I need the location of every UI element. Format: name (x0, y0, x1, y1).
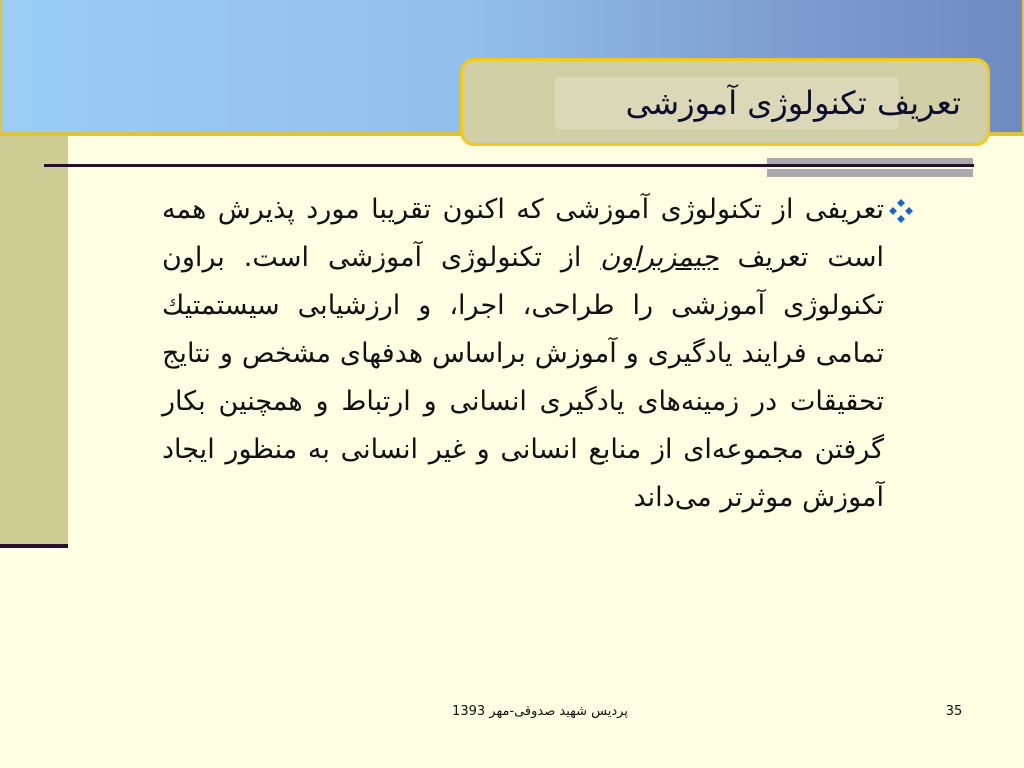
body-text-part-1: تعریفی از تکنولوژی آموزشی که اکنون تقریبا مورد پذیرش همه است تعریف (162, 194, 884, 273)
side-bar (0, 136, 68, 544)
diamond-bullet-icon (886, 198, 916, 226)
footer-text: پردیس شهید صدوقی-مهر 1393 (452, 704, 628, 719)
james-brown-link[interactable]: جیمزبراون (600, 242, 719, 273)
divider-gray-bar-bottom (767, 169, 973, 177)
side-divider-line (0, 544, 68, 548)
body-paragraph (162, 186, 884, 522)
title-box (460, 58, 990, 146)
divider-line (44, 164, 974, 167)
slide-title: تعریف تکنولوژی آموزشی (625, 84, 961, 122)
divider-gray-bar-top (767, 158, 973, 164)
page-number: 35 (945, 704, 963, 719)
body-text-part-2: از تکنولوژی آموزشی است. براون تکنولوژی آموزشی را طراحی، اجرا، و ارزشیابی سیستمتیك تمامی فرایند یادگیری و آموزش براساس هدفهای مشخص و نتایج تحقیقات در زمینه‌های یادگیری انسانی و ارتباط و همچنین بکار گرفتن مجموعه‌ای از منابع انسانی و غیر انسانی به منظور ایجاد آموزش موثرتر می‌داند (162, 242, 884, 513)
